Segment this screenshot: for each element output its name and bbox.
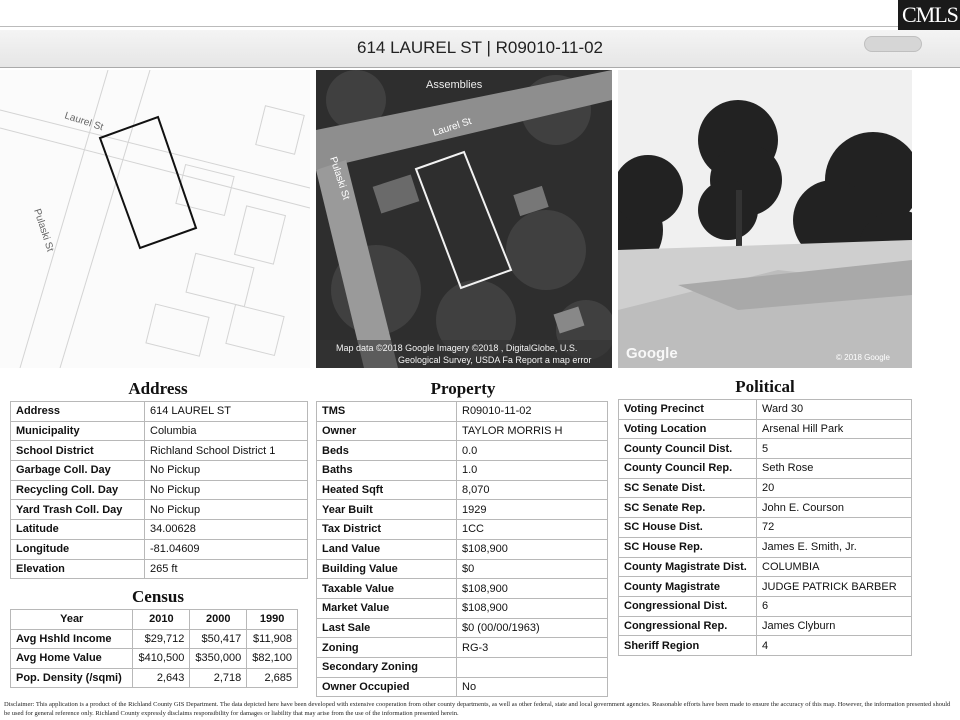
property-field-label: Beds (317, 441, 457, 461)
property-field-value: $108,900 (457, 579, 608, 599)
address-field-label: Latitude (11, 520, 145, 540)
table-row (619, 419, 912, 439)
political-field-label: Congressional Dist. (619, 596, 757, 616)
disclaimer: Disclaimer: This application is a product of the Richland County GIS Department. The data depicted here have been developed with extensive cooperation from other county departments, as well as other federal, state and local government agencies. Reasonable efforts have been made to ensure the accuracy of this map. However, the information presented should be used for general reference only. Richland County expressly disclaims responsibility for damages or liability that may arise from the use of the information presented herein. (4, 701, 951, 717)
table-row (317, 402, 608, 422)
address-field-label: Longitude (11, 539, 145, 559)
property-field-value (457, 657, 608, 677)
property-field-value: $0 (457, 559, 608, 579)
address-field-value: -81.04609 (145, 539, 308, 559)
political-field-label: SC House Dist. (619, 518, 757, 538)
property-field-value: $108,900 (457, 598, 608, 618)
census-value: $410,500 (133, 649, 190, 669)
table-row (11, 649, 298, 669)
political-field-value: John E. Courson (757, 498, 912, 518)
property-field-label: Year Built (317, 500, 457, 520)
table-row (11, 461, 308, 481)
table-row (317, 598, 608, 618)
aerial-attribution-1: Map data ©2018 Google Imagery ©2018 , DigitalGlobe, U.S. (336, 343, 578, 353)
property-field-label: Owner (317, 421, 457, 441)
table-row (11, 480, 308, 500)
address-field-label: Recycling Coll. Day (11, 480, 145, 500)
census-value: 2,643 (133, 668, 190, 688)
census-header-2000: 2000 (190, 610, 247, 630)
property-field-label: Taxable Value (317, 579, 457, 599)
political-field-value: Ward 30 (757, 400, 912, 420)
property-field-label: Last Sale (317, 618, 457, 638)
property-field-value: $108,900 (457, 539, 608, 559)
property-field-value: $0 (00/00/1963) (457, 618, 608, 638)
property-field-value: TAYLOR MORRIS H (457, 421, 608, 441)
table-row (619, 596, 912, 616)
political-section-title: Political (735, 377, 795, 396)
census-label: Avg Home Value (11, 649, 133, 669)
political-field-value: 5 (757, 439, 912, 459)
political-field-label: Congressional Rep. (619, 616, 757, 636)
census-table (10, 609, 298, 688)
table-row (11, 539, 308, 559)
table-row (11, 421, 308, 441)
census-header-year: Year (11, 610, 133, 630)
political-field-label: County Council Rep. (619, 459, 757, 479)
political-field-value: 20 (757, 478, 912, 498)
political-field-label: Sheriff Region (619, 636, 757, 656)
property-field-value: No (457, 677, 608, 697)
political-field-value: 6 (757, 596, 912, 616)
property-field-label: Zoning (317, 638, 457, 658)
aerial-image (316, 70, 612, 368)
logo-text: CMLS (902, 2, 958, 27)
census-label: Pop. Density (/sqmi) (11, 668, 133, 688)
political-field-value: JUDGE PATRICK BARBER (757, 577, 912, 597)
table-row (317, 480, 608, 500)
address-field-label: Garbage Coll. Day (11, 461, 145, 481)
property-field-value: R09010-11-02 (457, 402, 608, 422)
table-row (317, 657, 608, 677)
political-table (618, 399, 912, 656)
street-view-image (618, 70, 912, 368)
table-row (11, 402, 308, 422)
address-field-value: Richland School District 1 (145, 441, 308, 461)
table-row (11, 668, 298, 688)
street-view-brand: Google (626, 345, 678, 362)
census-header-row (11, 610, 298, 630)
property-field-label: Heated Sqft (317, 480, 457, 500)
property-field-label: Baths (317, 461, 457, 481)
table-row (317, 539, 608, 559)
census-label: Avg Hshld Income (11, 629, 133, 649)
political-field-value: Arsenal Hill Park (757, 419, 912, 439)
census-value: $50,417 (190, 629, 247, 649)
address-field-value: Columbia (145, 421, 308, 441)
political-field-value: 4 (757, 636, 912, 656)
address-field-label: Address (11, 402, 145, 422)
address-field-label: Municipality (11, 421, 145, 441)
table-row (11, 500, 308, 520)
property-field-value: 1929 (457, 500, 608, 520)
table-row (619, 636, 912, 656)
map-label-pulaski: Pulaski St (31, 207, 56, 254)
address-field-label: School District (11, 441, 145, 461)
table-row (619, 518, 912, 538)
table-row (619, 616, 912, 636)
table-row (619, 439, 912, 459)
census-value: $82,100 (247, 649, 298, 669)
table-row (11, 520, 308, 540)
address-field-value: 614 LAUREL ST (145, 402, 308, 422)
address-field-value: No Pickup (145, 480, 308, 500)
aerial-attribution-2: Geological Survey, USDA Fa Report a map error (398, 355, 592, 365)
table-row (11, 441, 308, 461)
property-field-value: RG-3 (457, 638, 608, 658)
property-field-label: Land Value (317, 539, 457, 559)
property-table (316, 401, 608, 697)
table-row (317, 441, 608, 461)
top-rule (0, 26, 960, 27)
address-field-label: Elevation (11, 559, 145, 579)
property-field-label: TMS (317, 402, 457, 422)
table-row (317, 638, 608, 658)
table-row (619, 459, 912, 479)
property-field-value: 1CC (457, 520, 608, 540)
political-field-value: James Clyburn (757, 616, 912, 636)
property-field-value: 0.0 (457, 441, 608, 461)
address-table (10, 401, 308, 579)
address-field-label: Yard Trash Coll. Day (11, 500, 145, 520)
political-field-label: SC Senate Rep. (619, 498, 757, 518)
political-field-value: Seth Rose (757, 459, 912, 479)
census-value: $350,000 (190, 649, 247, 669)
political-field-label: SC House Rep. (619, 537, 757, 557)
property-field-label: Building Value (317, 559, 457, 579)
political-field-label: SC Senate Dist. (619, 478, 757, 498)
cmls-logo (898, 0, 960, 30)
census-value: $29,712 (133, 629, 190, 649)
census-value: 2,685 (247, 668, 298, 688)
table-row (619, 537, 912, 557)
table-row (317, 579, 608, 599)
street-view-copyright: © 2018 Google (836, 353, 890, 362)
page-title: 614 LAUREL ST | R09010-11-02 (356, 38, 604, 57)
property-field-label: Tax District (317, 520, 457, 540)
report-header (0, 30, 960, 68)
census-value: 2,718 (190, 668, 247, 688)
political-field-value: 72 (757, 518, 912, 538)
table-row (619, 498, 912, 518)
aerial-label-assemblies: Assemblies (426, 79, 483, 91)
property-section-title: Property (430, 379, 496, 398)
table-row (317, 559, 608, 579)
political-field-value: COLUMBIA (757, 557, 912, 577)
table-row (317, 520, 608, 540)
table-row (317, 618, 608, 638)
address-field-value: 34.00628 (145, 520, 308, 540)
address-field-value: 265 ft (145, 559, 308, 579)
parcel-map (0, 70, 310, 368)
political-field-label: County Magistrate (619, 577, 757, 597)
property-field-label: Owner Occupied (317, 677, 457, 697)
address-field-value: No Pickup (145, 461, 308, 481)
table-row (11, 559, 308, 579)
table-row (317, 421, 608, 441)
table-row (619, 478, 912, 498)
census-value: $11,908 (247, 629, 298, 649)
address-section-title: Address (128, 379, 188, 398)
property-field-value: 1.0 (457, 461, 608, 481)
census-header-1990: 1990 (247, 610, 298, 630)
political-field-label: County Council Dist. (619, 439, 757, 459)
table-row (317, 677, 608, 697)
property-field-label: Secondary Zoning (317, 657, 457, 677)
table-row (619, 557, 912, 577)
property-field-value: 8,070 (457, 480, 608, 500)
table-row (11, 629, 298, 649)
political-field-label: County Magistrate Dist. (619, 557, 757, 577)
census-header-2010: 2010 (133, 610, 190, 630)
header-button[interactable] (864, 36, 922, 52)
table-row (619, 400, 912, 420)
political-field-label: Voting Precinct (619, 400, 757, 420)
census-section-title: Census (132, 587, 184, 606)
aerial-label-pulaski: Pulaski St (327, 155, 352, 202)
political-field-label: Voting Location (619, 419, 757, 439)
aerial-label-laurel: Laurel St (431, 116, 473, 139)
table-row (619, 577, 912, 597)
table-row (317, 461, 608, 481)
property-field-label: Market Value (317, 598, 457, 618)
map-label-laurel: Laurel St (63, 110, 105, 134)
political-field-value: James E. Smith, Jr. (757, 537, 912, 557)
address-field-value: No Pickup (145, 500, 308, 520)
table-row (317, 500, 608, 520)
